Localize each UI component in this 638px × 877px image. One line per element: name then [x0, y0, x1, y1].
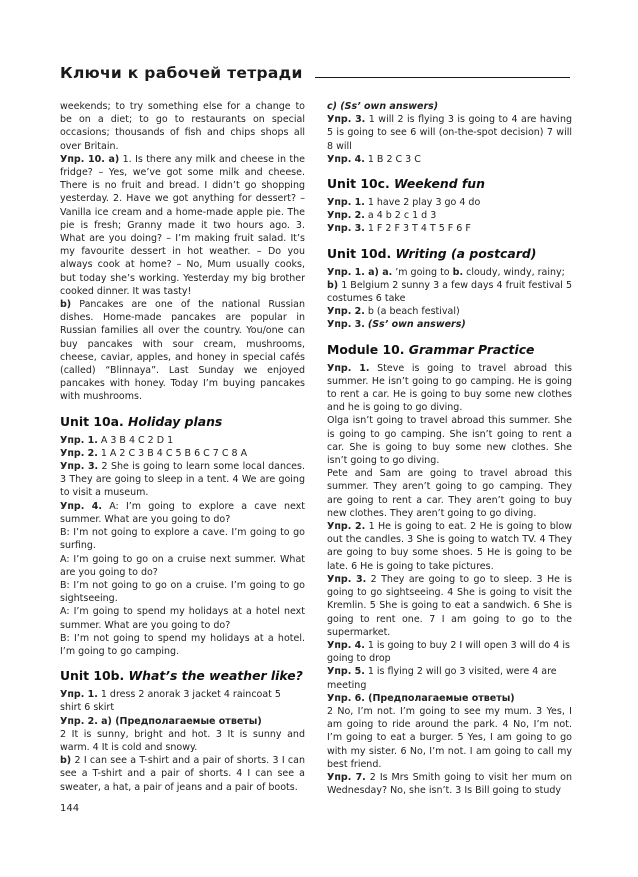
section-name: What’s the weather like?: [128, 668, 303, 684]
exercise-text: b (a beach festival): [364, 306, 460, 318]
exercise-text: 2 She is going to learn some local dances. 3 They are going to sleep in a tent. 4 We are going to visit a museum.: [60, 461, 306, 499]
exercise-label: Упр. 7.: [327, 771, 366, 783]
exercise: [327, 279, 572, 305]
exercise-text: 1 A 2 C 3 B 4 C 5 B 6 C 7 C 8 A: [97, 447, 248, 459]
exercise: [60, 500, 305, 526]
section-heading-unit-10c: [327, 176, 572, 192]
dialogue-line: B: I’m not going to explore a cave. I’m going to go surfing.: [60, 527, 305, 552]
exercise-label: b): [60, 755, 72, 767]
section-heading-module-10: [327, 342, 572, 358]
exercise: [327, 196, 572, 209]
exercise-label: Упр. 3.: [327, 114, 366, 126]
exercise: [327, 639, 572, 665]
exercise-label: Упр. 1.: [60, 689, 98, 701]
exercise: [60, 460, 305, 500]
right-column: [327, 100, 572, 797]
exercise-label: Упр. 4.: [327, 153, 365, 165]
exercise: [327, 771, 572, 797]
exercise-label: b): [327, 279, 339, 291]
section-number: Unit 10d.: [327, 245, 392, 261]
dialogue-line: A: I’m going to spend my holidays at a hotel next summer. What are you going to do?: [60, 606, 305, 631]
exercise: [327, 305, 572, 318]
exercise-text: 2 It is sunny, bright and hot. 3 It is sunny and warm. 4 It is cold and snowy.: [60, 728, 305, 753]
section-heading-unit-10b: [60, 668, 305, 684]
exercise: [327, 362, 572, 415]
exercise-text: 1 He is going to eat. 2 He is going to blow out the candles. 3 She is going to watch TV. 4 They are going to buy some shoes. 5 He is going to be late. 6 He is going to take pictures.: [327, 521, 572, 572]
exercise-label: b.: [452, 266, 464, 278]
exercise-label: b): [60, 299, 72, 311]
exercise-text: Olga isn’t going to travel abroad this summer. She is going to go camping. She isn’t going to rent a car. She is going to buy some new clothes. She isn’t going to go diving.: [327, 415, 572, 467]
exercise-label: Упр. 2.: [327, 210, 365, 222]
exercise-10b: [60, 298, 305, 404]
exercise: [327, 113, 572, 153]
section-number: Module 10.: [327, 341, 405, 357]
exercise-text: a 4 b 2 c 1 d 3: [364, 210, 437, 222]
exercise-label: Упр. 2.: [60, 447, 98, 459]
exercise-text: 1. Is there any milk and cheese in the fridge? – Yes, we’ve got some milk and cheese. There is no fruit and bread. I didn’t go shopping yesterday. 2. Have we got anything for dessert? – Vanilla ice cream and a home-made apple pie. The pie is fresh; Granny made it two hours ago. 3. What are you doing? – I’m making fruit salad. It’s my favourite dessert in hot weather. – Do you always cook at home? – No, Mum usually cooks, but today she’s working. Yesterday my big brother cooked dinner. It was tasty!: [60, 153, 305, 297]
page-number: 144: [60, 803, 80, 814]
exercise-text: A: I’m going to explore a cave next summer. What are you going to do?: [60, 500, 305, 525]
left-column: [60, 100, 305, 794]
section-heading-unit-10d: [327, 246, 572, 262]
exercise-label: Упр. 2.: [327, 521, 366, 533]
exercise-text: 1 have 2 play 3 go 4 do: [364, 197, 481, 209]
dialogue-line: B: I’m not going to spend my holidays at a hotel. I’m going to go camping.: [60, 632, 305, 657]
exercise-text: 1 is going to buy 2 I will open 3 will do 4 is going to drop: [327, 639, 570, 665]
exercise-label: Упр. 3.: [327, 573, 367, 585]
page-header: [60, 60, 570, 86]
paragraph: weekends; to try something else for a change to be on a diet; to go to restaurants on special occasions; thousands of fish and chips shops all over Britain.: [60, 101, 305, 152]
exercise: [327, 520, 572, 573]
exercise-label: Упр. 2. a) (Предполагаемые ответы): [60, 715, 262, 727]
exercise-label: Упр. 1.: [327, 362, 370, 374]
exercise-text: 1 is flying 2 will go 3 visited, were 4 are meeting: [327, 666, 557, 691]
exercise: [60, 447, 305, 460]
section-number: Unit 10a.: [60, 413, 124, 429]
exercise: [60, 754, 305, 794]
exercise-text: 1 B 2 C 3 C: [364, 153, 421, 165]
header-rule: [315, 77, 570, 78]
exercise-label: Упр. 3.: [327, 319, 365, 331]
exercise-label: Упр. 3.: [327, 223, 365, 235]
exercise-text: 2 They are going to go to sleep. 3 He is going to go sightseeing. 4 She is going to visit the Kremlin. 5 She is going to eat a sandwich. 6 She is going to rent one. 7 I am going to go to the supermarket.: [327, 573, 572, 638]
exercise: [60, 688, 305, 714]
exercise: [327, 573, 572, 639]
section-name: Weekend fun: [394, 176, 485, 192]
section-heading-unit-10a: [60, 414, 305, 430]
exercise-text: 1 dress 2 anorak 3 jacket 4 raincoat 5 shirt 6 skirt: [60, 689, 281, 714]
exercise-text: 1 will 2 is flying 3 is going to 4 are having 5 is going to see 6 will (on-the-spot decision) 7 will 8 will: [327, 114, 573, 152]
exercise-label: Упр. 6. (Предполагаемые ответы): [327, 692, 515, 704]
dialogue-line: B: I’m not going to go on a cruise. I’m going to go sightseeing.: [60, 579, 305, 605]
section-name: Holiday plans: [128, 413, 223, 429]
section-number: Unit 10b.: [60, 668, 125, 684]
exercise-text: Pete and Sam are going to travel abroad this summer. They aren’t going to go camping. They are going to rent a car. They aren’t going to buy new clothes. They aren’t going to go diving.: [327, 468, 572, 519]
section-number: Unit 10c.: [327, 176, 390, 192]
exercise-text: ’m going to: [392, 266, 453, 278]
exercise-label: Упр. 3.: [60, 461, 99, 473]
exercise: [327, 266, 572, 279]
exercise-label: Упр. 1.: [327, 197, 365, 209]
exercise-label: Упр. 10. a): [60, 153, 120, 165]
exercise-label: Упр. 1.: [60, 434, 98, 446]
exercise-text: (Ss’ own answers): [367, 319, 466, 331]
exercise-label: Упр. 2.: [327, 306, 365, 318]
exercise-text: 2 I can see a T-shirt and a pair of shorts. 3 I can see a T-shirt and a pair of shorts. 4 I can see a sweater, a hat, a pair of jeans and a pair of boots.: [60, 755, 305, 793]
exercise: [327, 665, 572, 691]
exercise-label: Упр. 4.: [327, 639, 365, 651]
exercise-label: c) (Ss’ own answers): [327, 101, 439, 112]
exercise-10a: [60, 153, 305, 298]
exercise-text: Steve is going to travel abroad this summer. He isn’t going to go camping. He is going to rent a car. He is going to buy some new clothes and he is going to go diving.: [327, 362, 572, 414]
exercise: [60, 434, 305, 447]
dialogue-line: A: I’m going to go on a cruise next summer. What are you going to do?: [60, 553, 305, 578]
exercise-text: cloudy, windy, rainy;: [463, 266, 565, 278]
exercise: [327, 222, 572, 235]
exercise-text: A 3 B 4 C 2 D 1: [97, 434, 174, 446]
page-title: Ключи к рабочей тетради: [60, 64, 303, 82]
exercise: [327, 209, 572, 222]
section-name: Writing (a postcard): [395, 245, 537, 261]
exercise-label: Упр. 4.: [60, 500, 103, 512]
exercise: [327, 318, 572, 331]
exercise-text: Pancakes are one of the national Russian dishes. Home-made pancakes are popular in Russian families all over the country. You/one can buy pancakes with sour cream, mushrooms, cheese, caviar, apples, and honey in special cafés (called) “Blinnaya”. Last Sunday we enjoyed pancakes with honey. Today I’m buying pancakes with mushrooms.: [60, 299, 305, 403]
exercise-text: 1 F 2 F 3 T 4 T 5 F 6 F: [364, 223, 471, 235]
exercise-label: Упр. 1. a) a.: [327, 266, 393, 278]
exercise-text: 2 No, I’m not. I’m going to see my mum. 3 Yes, I am going to ride around the park. 4 No, I’m not. I’m going to eat a burger. 5 Yes, I am going to go with my sister. 6 No, I’m not. I am going to call my best friend.: [327, 705, 572, 770]
exercise-label: Упр. 5.: [327, 666, 365, 678]
exercise-text: 2 Is Mrs Smith going to visit her mum on Wednesday? No, she isn’t. 3 Is Bill going to study: [327, 771, 572, 797]
section-name: Grammar Practice: [408, 341, 535, 357]
exercise-text: 1 Belgium 2 sunny 3 a few days 4 fruit festival 5 costumes 6 take: [327, 279, 572, 305]
exercise: [327, 153, 572, 166]
